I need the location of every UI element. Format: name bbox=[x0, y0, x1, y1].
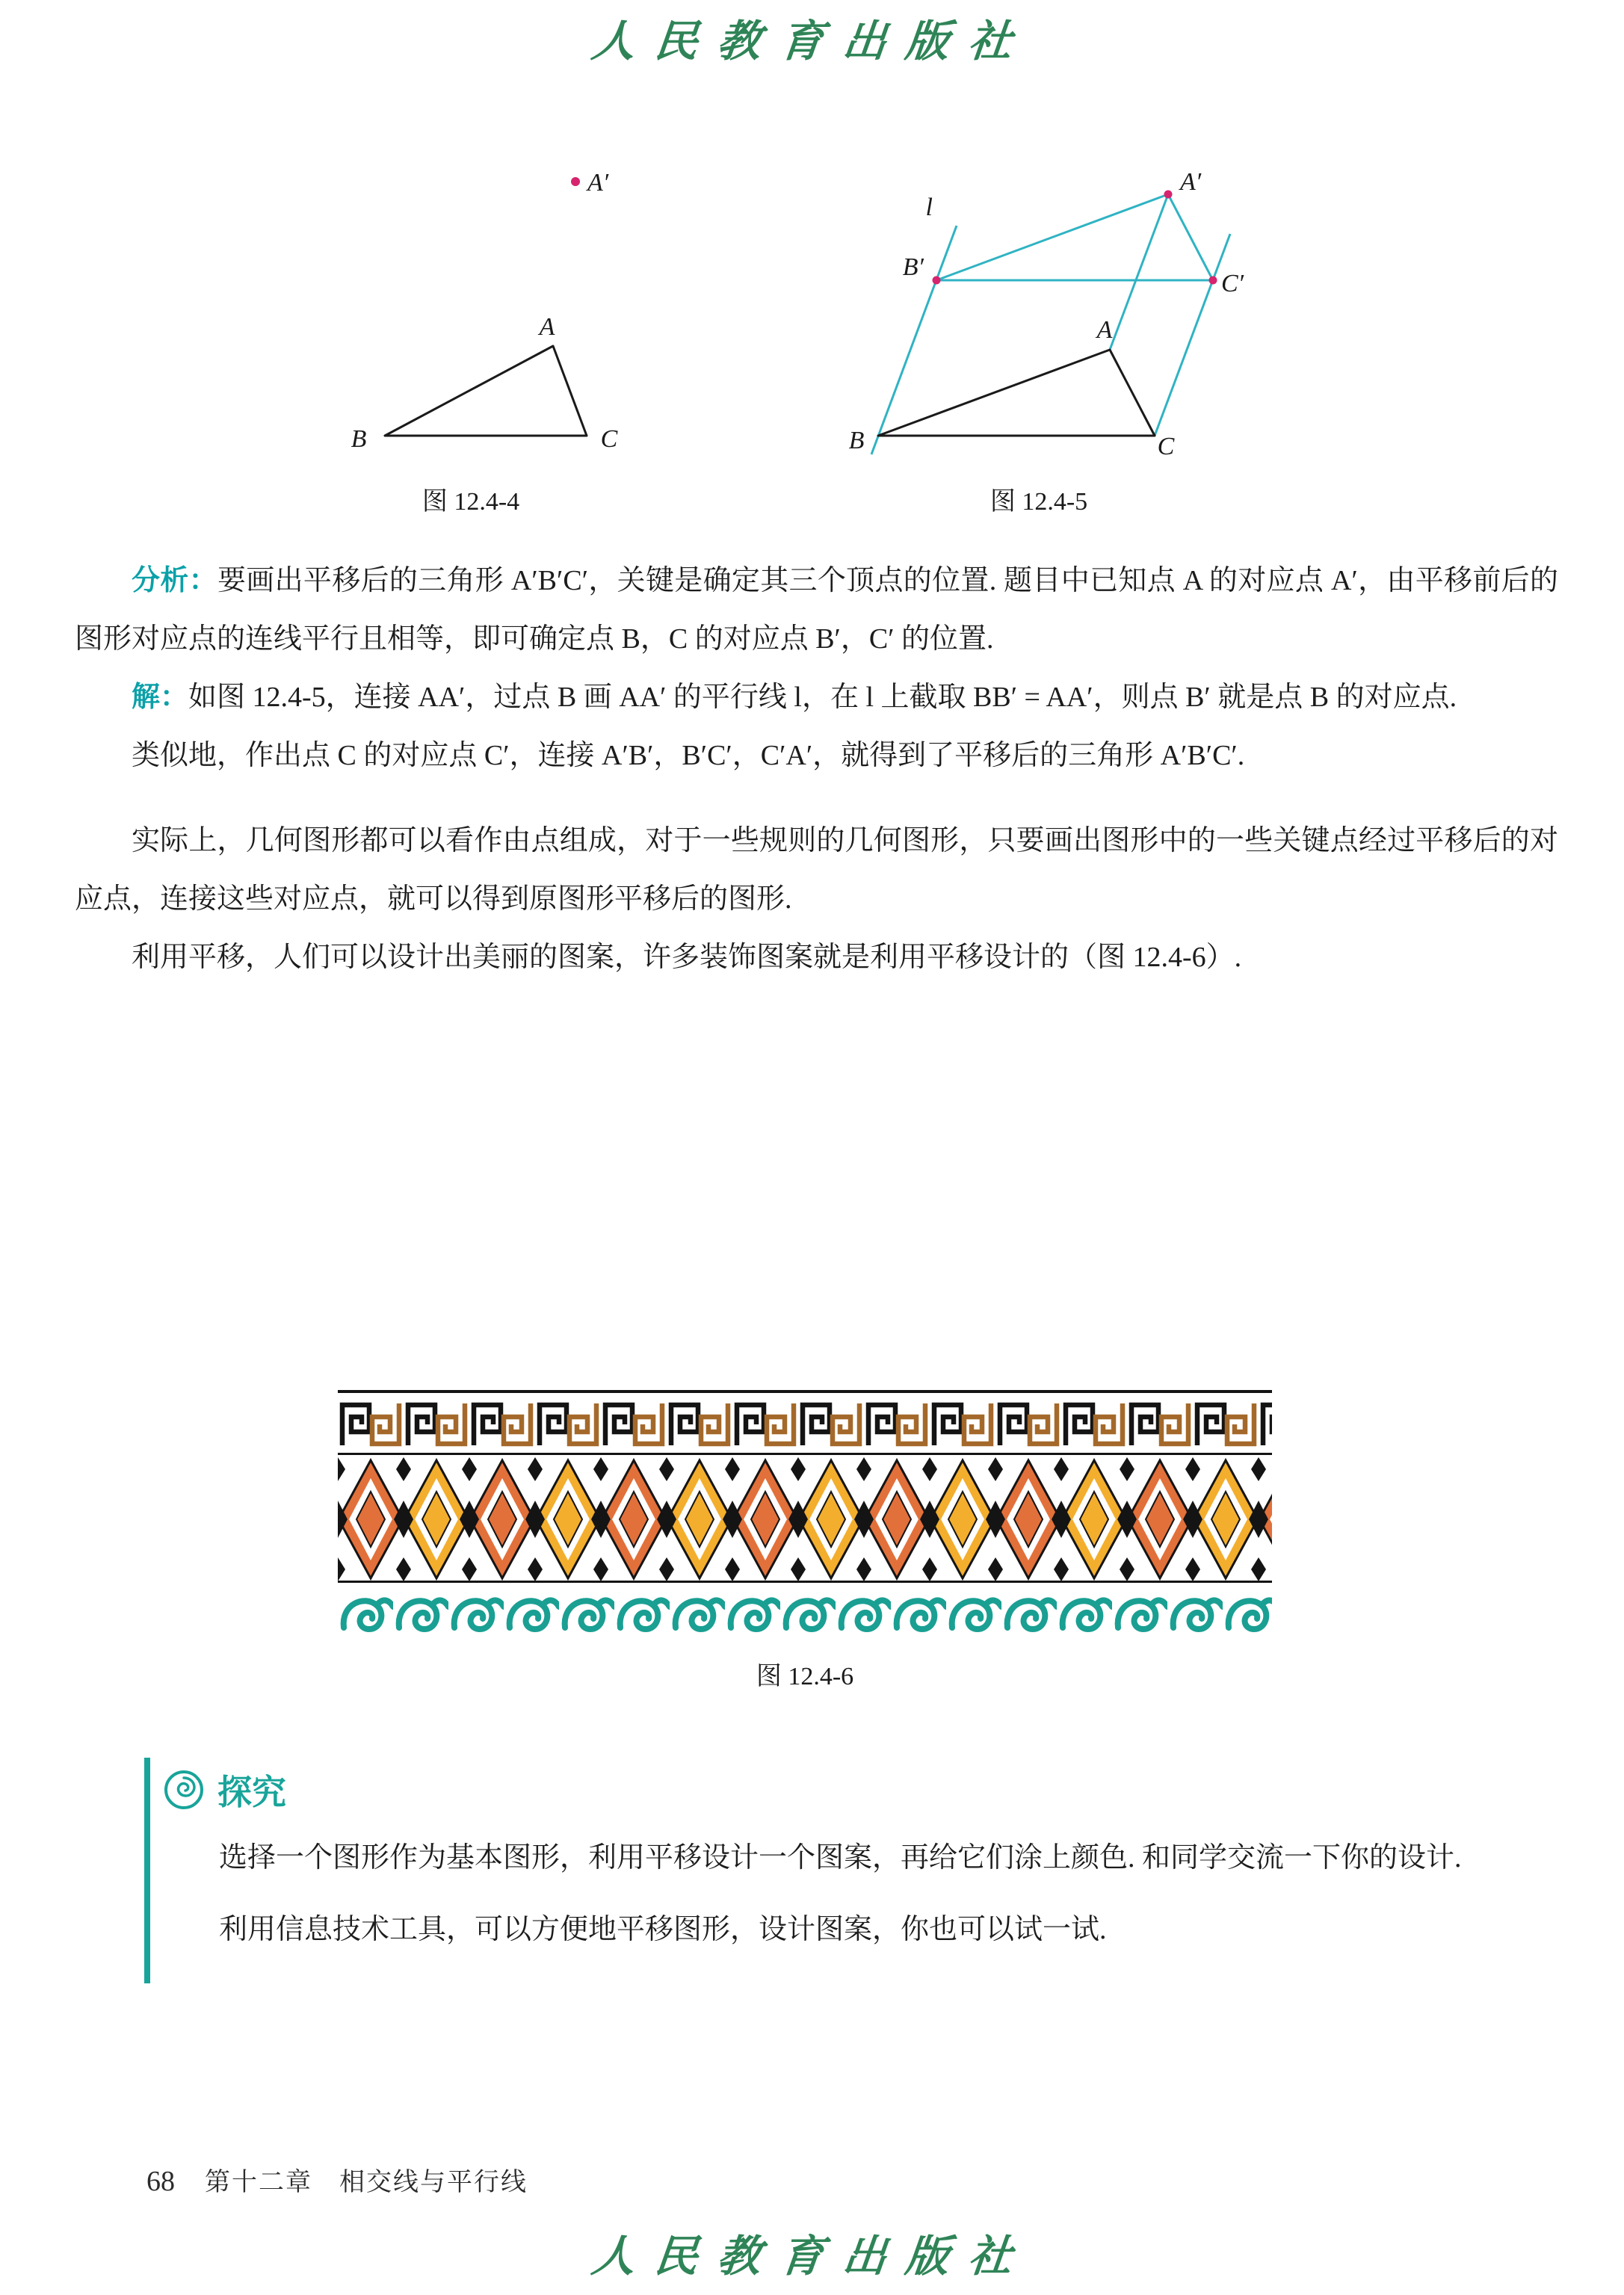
line-through-c bbox=[1155, 234, 1230, 436]
segment-aa-prime bbox=[1110, 194, 1168, 350]
point-a-prime-dot bbox=[1164, 191, 1173, 199]
label-c-prime: C′ bbox=[1221, 270, 1244, 297]
analysis-text: 要画出平移后的三角形 A′B′C′，关键是确定其三个顶点的位置. 题目中已知点 A 的对应点 A′，由平移前后的图形对应点的连线平行且相等，即可确定点 B，C 的对应点 B′，C′ 的位置. bbox=[75, 565, 1558, 655]
band-divider-1 bbox=[338, 1453, 1272, 1455]
paragraph-design: 利用平移，人们可以设计出美丽的图案，许多装饰图案就是利用平移设计的（图 12.4-6）. bbox=[132, 942, 1242, 973]
figure-12-4-6 bbox=[338, 1390, 1272, 1692]
point-b-prime-dot bbox=[933, 277, 941, 285]
solution-label: 解： bbox=[132, 682, 189, 713]
figure-12-4-5-drawing bbox=[815, 126, 1263, 469]
page-number: 68 bbox=[146, 2166, 175, 2197]
label-c: C bbox=[600, 425, 618, 453]
figure-12-4-4-drawing bbox=[239, 126, 703, 469]
publisher-logo-top: 人民教育出版社 bbox=[589, 17, 1034, 66]
figure-12-4-5 bbox=[815, 126, 1263, 517]
wave-row bbox=[338, 1583, 1272, 1644]
triangle-abc bbox=[385, 346, 587, 436]
label-a-prime: A′ bbox=[1180, 168, 1202, 196]
figure-12-4-5-caption: 图 12.4-5 bbox=[989, 488, 1088, 516]
ornament-band bbox=[338, 1390, 1272, 1644]
band-border-top bbox=[338, 1390, 1272, 1393]
explore-box bbox=[144, 1758, 1495, 1983]
triangle-abc bbox=[878, 350, 1155, 436]
paragraph-points: 实际上，几何图形都可以看作由点组成，对于一些规则的几何图形，只要画出图形中的一些关键点经过平移后的对应点，连接这些对应点，就可以得到原图形平移后的图形. bbox=[75, 825, 1558, 915]
point-c-prime-dot bbox=[1209, 277, 1217, 285]
publisher-logo-bottom: 人民教育出版社 bbox=[589, 2232, 1034, 2281]
explore-paragraph-1: 选择一个图形作为基本图形，利用平移设计一个图案，再给它们涂上颜色. 和同学交流一下你的设计. bbox=[219, 1842, 1462, 1874]
label-b: B bbox=[848, 427, 865, 454]
label-a: A bbox=[1096, 316, 1113, 344]
label-l: l bbox=[925, 194, 933, 221]
diamond-row bbox=[338, 1456, 1272, 1581]
band-divider-2 bbox=[338, 1581, 1272, 1583]
solution-paragraph-2: 类似地，作出点 C 的对应点 C′，连接 A′B′，B′C′，C′A′，就得到了平移后的三角形 A′B′C′. bbox=[132, 740, 1245, 771]
figure-12-4-4-caption: 图 12.4-4 bbox=[422, 488, 520, 516]
explore-paragraph-2: 利用信息技术工具，可以方便地平移图形，设计图案，你也可以试一试. bbox=[219, 1914, 1107, 1945]
explore-title: 探究 bbox=[217, 1773, 286, 1811]
explore-icon bbox=[162, 1768, 206, 1811]
page-footer bbox=[146, 2161, 528, 2198]
figure-12-4-6-caption: 图 12.4-6 bbox=[756, 1663, 854, 1690]
analysis-paragraph bbox=[75, 552, 1558, 668]
analysis-label: 分析： bbox=[132, 565, 217, 596]
explore-header bbox=[162, 1765, 1495, 1814]
label-a: A bbox=[539, 313, 555, 341]
triangle-a-b-c-prime bbox=[936, 194, 1213, 280]
solution-paragraph bbox=[75, 668, 1558, 726]
point-a-prime-dot bbox=[571, 177, 580, 186]
label-b: B bbox=[351, 425, 367, 453]
label-c: C bbox=[1157, 433, 1175, 460]
meander-row bbox=[338, 1399, 1272, 1450]
label-b-prime: B′ bbox=[902, 253, 924, 281]
figure-12-4-4 bbox=[239, 126, 703, 517]
chapter-title: 第十二章 相交线与平行线 bbox=[205, 2169, 528, 2196]
solution-text: 如图 12.4-5，连接 AA′，过点 B 画 AA′ 的平行线 l，在 l 上截取 BB′ = AA′，则点 B′ 就是点 B 的对应点. bbox=[188, 682, 1457, 713]
body-text bbox=[75, 552, 1558, 986]
label-a-prime: A′ bbox=[587, 169, 609, 197]
